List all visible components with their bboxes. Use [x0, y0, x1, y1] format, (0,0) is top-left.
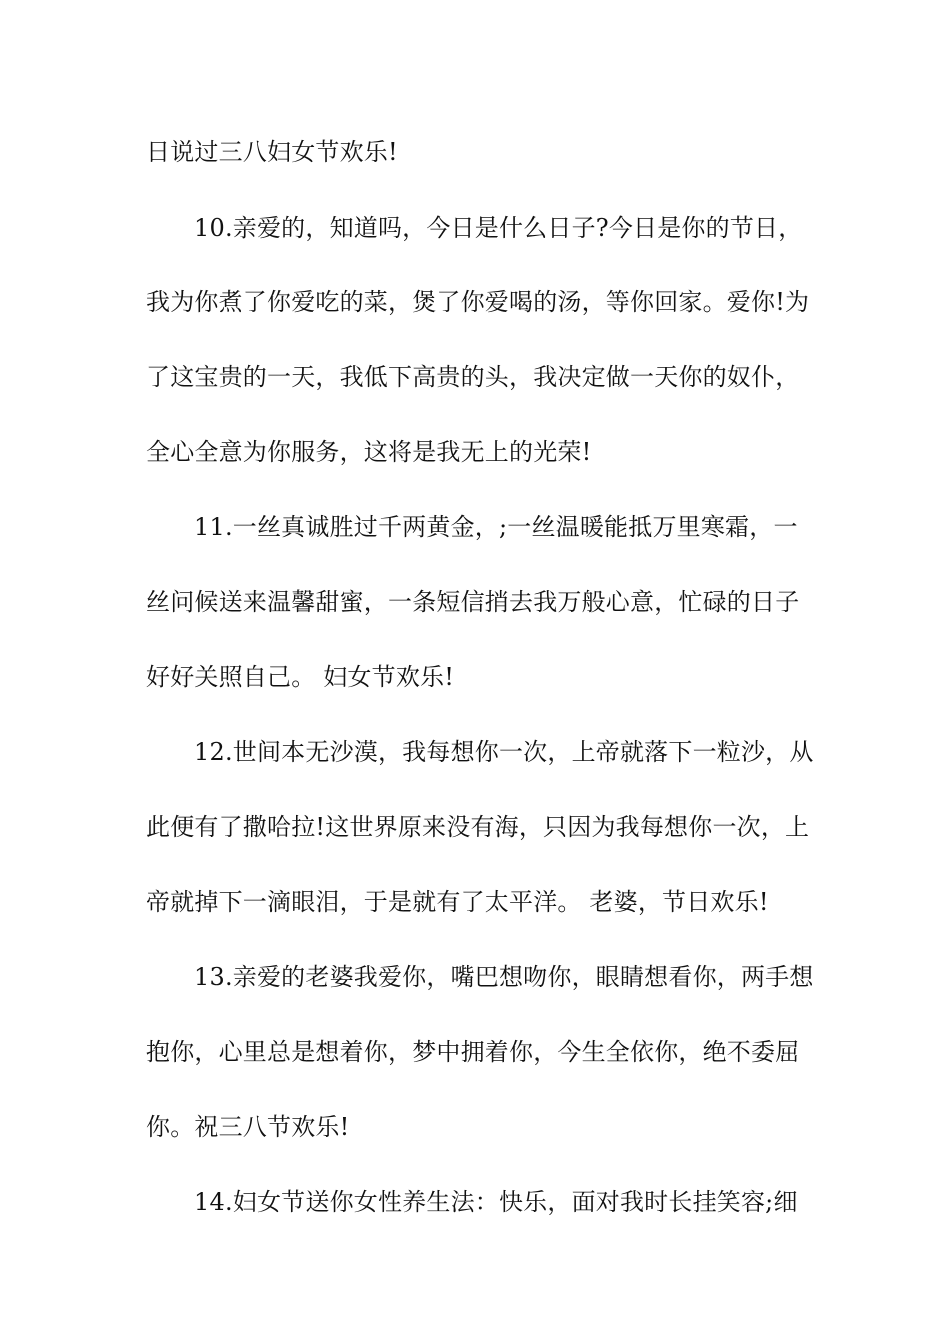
- text-line: 了这宝贵的一天，我低下高贵的头，我决定做一天你的奴仆，: [146, 363, 800, 391]
- text-line: 此便有了撒哈拉!这世界原来没有海，只因为我每想你一次，上: [146, 813, 810, 841]
- paragraph-11-first-line: 11.一丝真诚胜过千两黄金，;一丝温暖能抵万里寒霜，一: [194, 513, 798, 541]
- text-line: 丝问候送来温馨甜蜜，一条短信捎去我万般心意，忙碌的日子: [146, 588, 800, 616]
- text-line: 抱你，心里总是想着你，梦中拥着你，今生全依你，绝不委屈: [146, 1038, 800, 1066]
- paragraph-12-first-line: 12.世间本无沙漠，我每想你一次，上帝就落下一粒沙，从: [194, 738, 814, 766]
- text-line: 你。祝三八节欢乐!: [146, 1113, 350, 1141]
- paragraph-10-first-line: 10.亲爱的，知道吗，今日是什么日子?今日是你的节日，: [194, 214, 803, 242]
- text-line: 全心全意为你服务，这将是我无上的光荣!: [146, 438, 592, 466]
- text-line: 日说过三八妇女节欢乐!: [146, 138, 398, 166]
- text-line: 好好关照自己。 妇女节欢乐!: [146, 663, 455, 691]
- text-line: 我为你煮了你爱吃的菜，煲了你爱喝的汤，等你回家。爱你!为: [146, 288, 810, 316]
- text-line: 帝就掉下一滴眼泪，于是就有了太平洋。 老婆，节日欢乐!: [146, 888, 769, 916]
- paragraph-14-first-line: 14.妇女节送你女性养生法：快乐，面对我时长挂笑容;细: [194, 1188, 798, 1216]
- paragraph-13-first-line: 13.亲爱的老婆我爱你，嘴巴想吻你，眼睛想看你，两手想: [194, 963, 814, 991]
